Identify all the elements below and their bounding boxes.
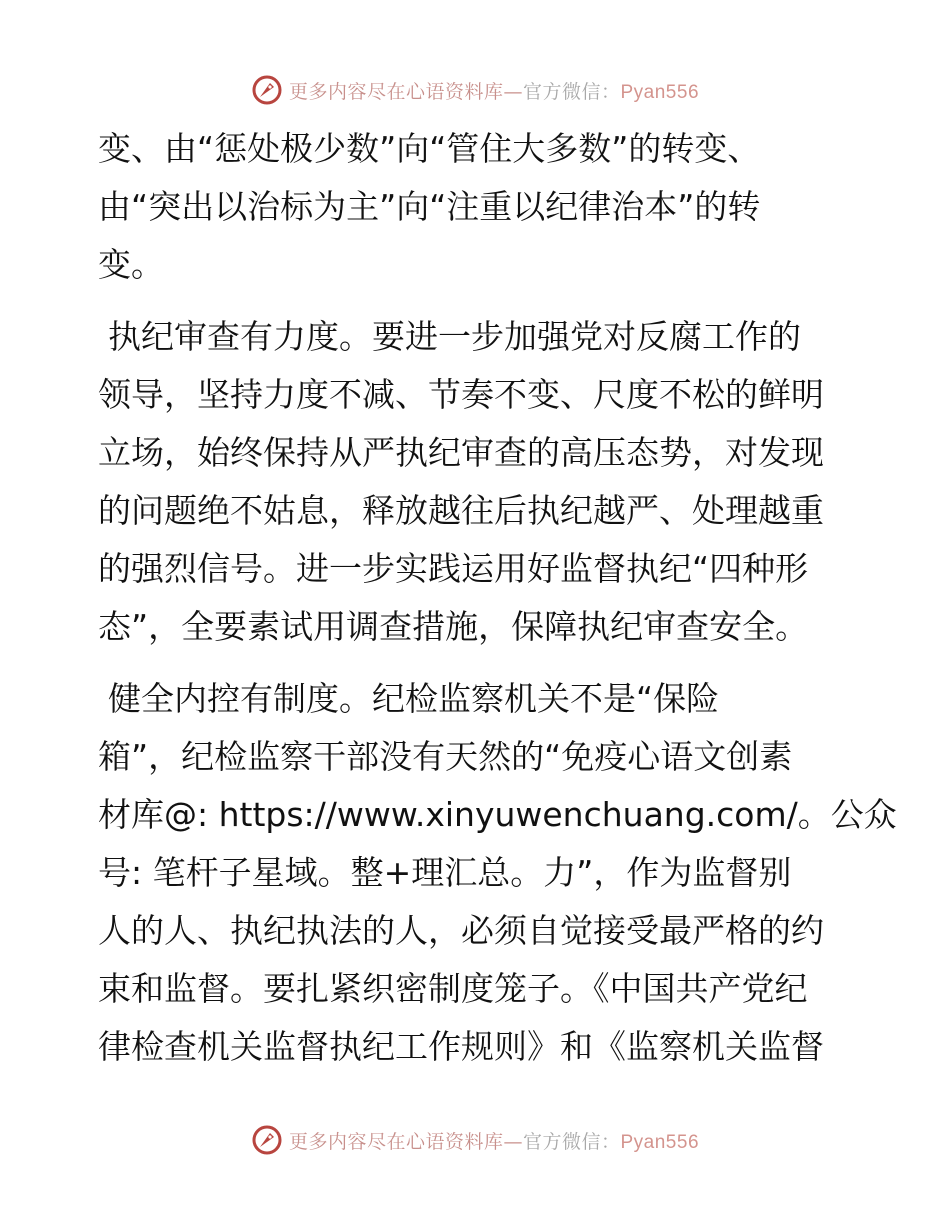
text-line: 变、由“惩处极少数”向“管住大多数”的转变、 (98, 129, 761, 168)
text-line: 健全内控有制度。纪检监察机关不是“保险 (108, 679, 720, 718)
paragraph-2 (98, 308, 858, 656)
text-line: 执纪审查有力度。要进一步加强党对反腐工作的 (108, 317, 801, 356)
paragraph-3 (98, 670, 897, 1076)
watermark-text: 更多内容尽在心语资料库—官方微信：Pyan556 (288, 80, 700, 103)
text-line: 人的人、执纪执法的人，必须自觉接受最严格的约 (98, 911, 824, 950)
pen-nib-logo-icon (251, 1124, 283, 1156)
text-line: 立场，始终保持从严执纪审查的高压态势，对发现 (98, 433, 824, 472)
text-line: 的问题绝不姑息，释放越往后执纪越严、处理越重 (98, 491, 824, 530)
pen-nib-logo-icon (251, 74, 283, 106)
watermark-text: 更多内容尽在心语资料库—官方微信：Pyan556 (288, 1130, 700, 1153)
footer-watermark (0, 1120, 950, 1160)
document-body (98, 120, 897, 1076)
text-line: 箱”，纪检监察干部没有天然的“免疫心语文创素 (98, 737, 793, 776)
text-line: 材库@: https://www.xinyuwenchuang.com/。公众 (98, 795, 897, 834)
text-line: 的强烈信号。进一步实践运用好监督执纪“四种形 (98, 549, 809, 588)
text-line: 束和监督。要扎紧织密制度笼子。《中国共产党纪 (98, 969, 808, 1008)
text-line: 律检查机关监督执纪工作规则》和《监察机关监督 (98, 1027, 824, 1066)
text-line: 态”，全要素试用调查措施，保障执纪审查安全。 (98, 607, 809, 646)
text-line: 由“突出以治标为主”向“注重以纪律治本”的转 (98, 187, 761, 226)
text-line: 领导，坚持力度不减、节奏不变、尺度不松的鲜明 (98, 375, 824, 414)
text-line: 号: 笔杆子星域。整+理汇总。力”，作为监督别 (98, 853, 792, 892)
header-watermark (0, 70, 950, 110)
text-line: 变。 (98, 245, 164, 284)
paragraph-1 (98, 120, 858, 294)
